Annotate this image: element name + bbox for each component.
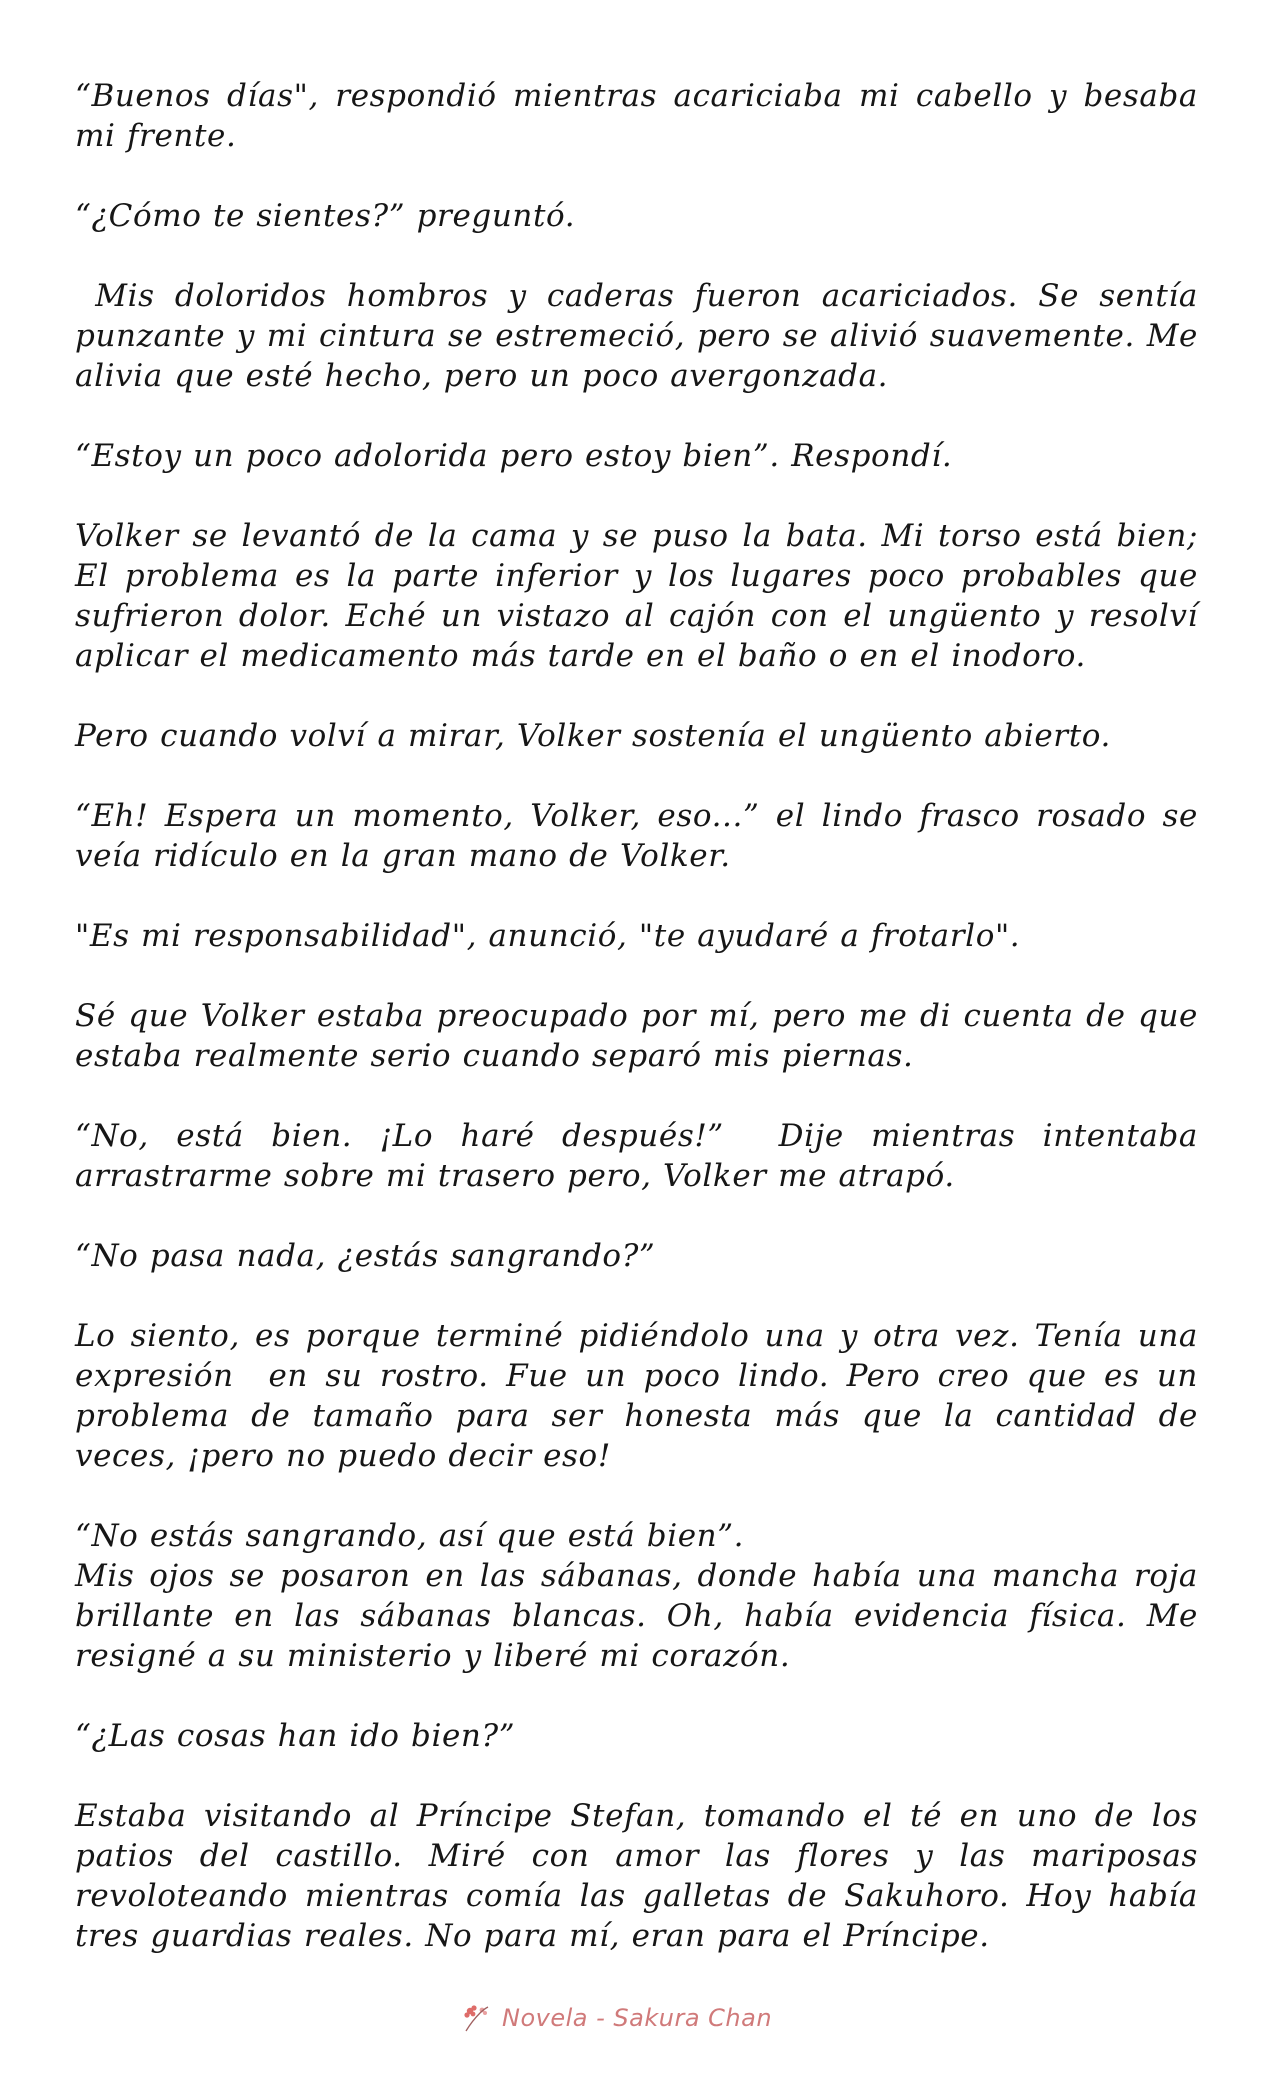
paragraph xyxy=(75,1116,1210,1196)
footer-watermark xyxy=(460,1998,772,2038)
footer-label: Novela - Sakura Chan xyxy=(502,2004,773,2032)
paragraph-line: Estaba visitando al Príncipe Stefan, tomando el té en uno de los patios del castillo. Miré con amor las flores y las mariposas revoloteando mientras comía las galletas de Sakuhoro. Hoy había tres guardias reales. No para mí, eran para el Príncipe. xyxy=(75,1798,1198,1954)
paragraph xyxy=(75,516,1198,676)
paragraph xyxy=(75,76,1198,156)
paragraph xyxy=(75,996,1198,1076)
paragraph xyxy=(75,796,1198,876)
story-text xyxy=(75,76,1210,1996)
paragraph-line: “No estás sangrando, así que está bien”. xyxy=(75,1518,745,1554)
paragraph-line: “¿Cómo te sientes?” preguntó. xyxy=(75,198,576,234)
paragraph-line: Pero cuando volví a mirar, Volker sostenía el ungüento abierto. xyxy=(75,718,1111,754)
paragraph-line: “No pasa nada, ¿estás sangrando?” xyxy=(75,1238,656,1274)
paragraph xyxy=(75,1236,1198,1276)
paragraph-line: “No, está bien. ¡Lo haré después!” Dije mientras intentaba arrastrarme sobre mi trasero pero, Volker me atrapó. xyxy=(75,1118,1210,1194)
paragraph xyxy=(75,1516,1198,1676)
paragraph-line: Sé que Volker estaba preocupado por mí, pero me di cuenta de que estaba realmente serio cuando separó mis piernas. xyxy=(75,998,1198,1074)
paragraph xyxy=(75,916,1198,956)
paragraph-line: "Es mi responsabilidad", anunció, "te ayudaré a frotarlo". xyxy=(75,918,1021,954)
paragraph xyxy=(75,716,1198,756)
paragraph-line: “¿Las cosas han ido bien?” xyxy=(75,1718,516,1754)
paragraph-line: Mis ojos se posaron en las sábanas, donde había una mancha roja brillante en las sábanas blancas. Oh, había evidencia física. Me resigné a su ministerio y liberé mi corazón. xyxy=(75,1558,1198,1674)
paragraph-line: “Eh! Espera un momento, Volker, eso...” el lindo frasco rosado se veía ridículo en la gran mano de Volker. xyxy=(75,798,1198,874)
paragraph-line: “Buenos días", respondió mientras acariciaba mi cabello y besaba mi frente. xyxy=(75,78,1198,154)
paragraph-line: Mis doloridos hombros y caderas fueron acariciados. Se sentía punzante y mi cintura se estremeció, pero se alivió suavemente. Me alivia que esté hecho, pero un poco avergonzada. xyxy=(75,278,1210,394)
paragraph-line: Lo siento, es porque terminé pidiéndolo una y otra vez. Tenía una expresión en su rostro. Fue un poco lindo. Pero creo que es un problema de tamaño para ser honesta más que la cantidad de veces, ¡pero no puedo decir eso! xyxy=(75,1318,1210,1474)
paragraph xyxy=(75,1716,1198,1756)
paragraph xyxy=(75,436,1198,476)
paragraph xyxy=(75,276,1210,396)
paragraph xyxy=(75,1316,1210,1476)
paragraph xyxy=(75,1796,1198,1956)
paragraph-line: “Estoy un poco adolorida pero estoy bien”. Respondí. xyxy=(75,438,953,474)
paragraph-line: Volker se levantó de la cama y se puso la bata. Mi torso está bien; El problema es la parte inferior y los lugares poco probables que sufrieron dolor. Eché un vistazo al cajón con el ungüento y resolví aplicar el medicamento más tarde en el baño o en el inodoro. xyxy=(75,518,1198,674)
paragraph xyxy=(75,196,1198,236)
sakura-flower-icon xyxy=(460,2001,494,2035)
